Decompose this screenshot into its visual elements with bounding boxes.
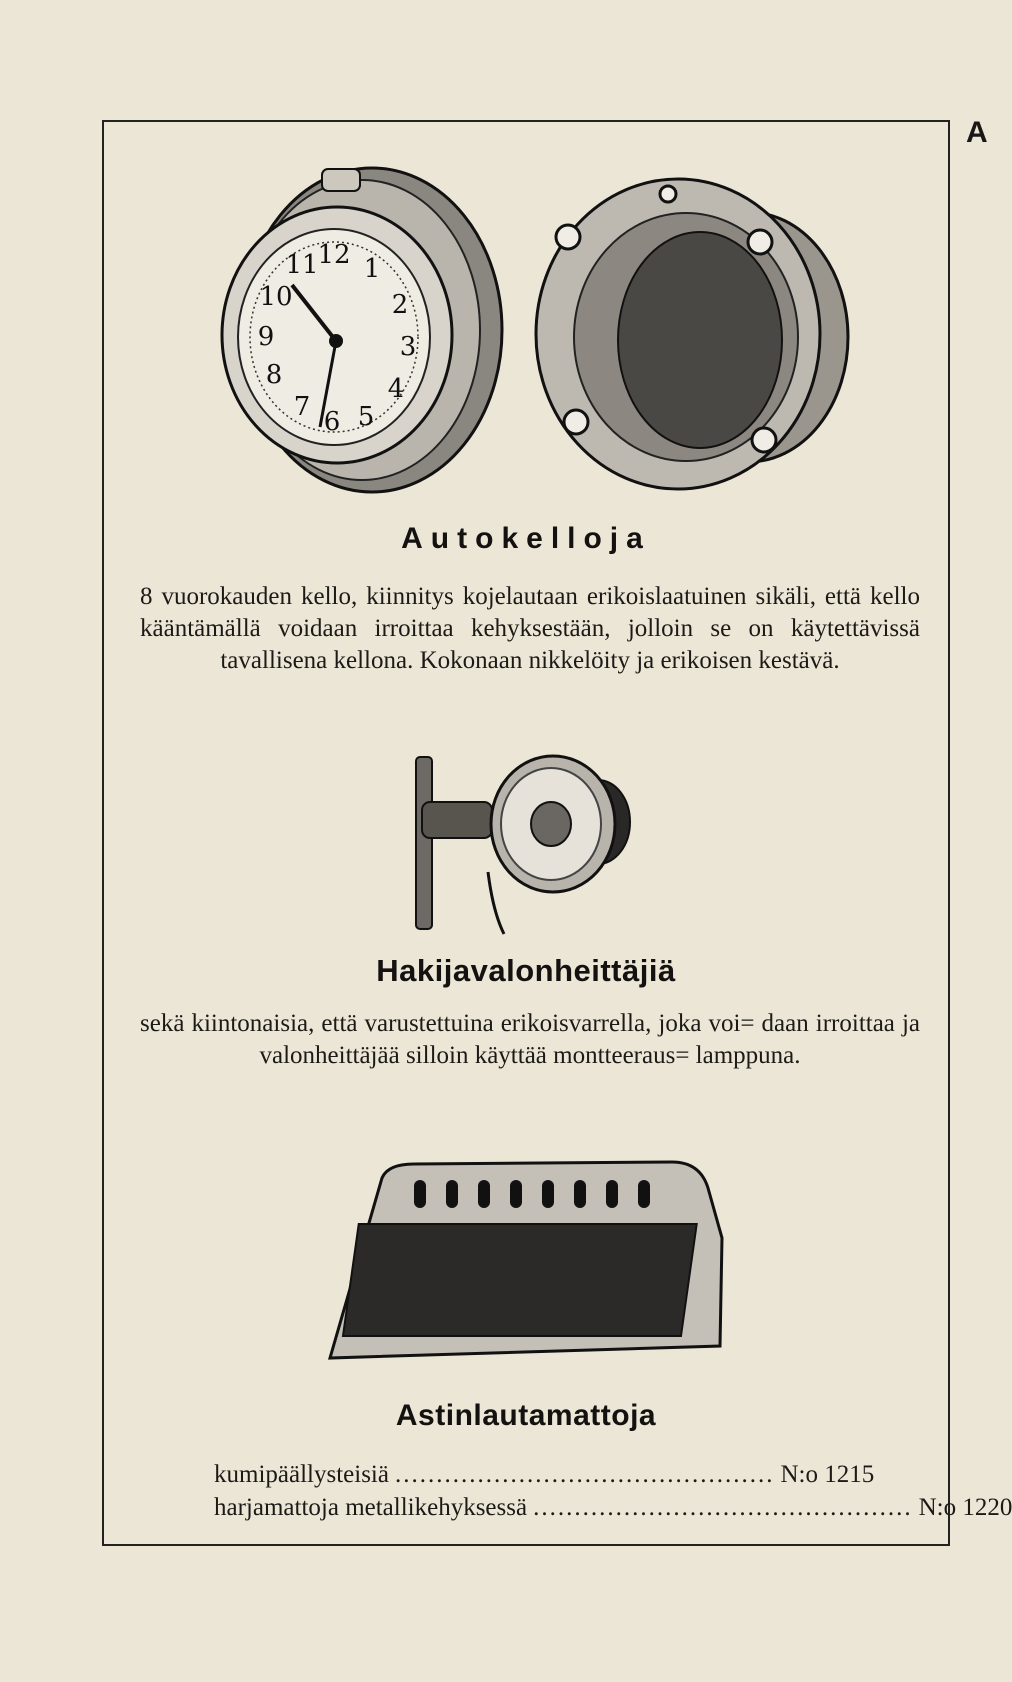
list-item — [214, 1491, 1012, 1524]
searchlight-illustration — [408, 752, 648, 937]
section-text-clocks: 8 vuorokauden kello, kiinnitys kojelautaan erikoislaatuinen sikäli, että kello kääntämällä voidaan irroittaa kehyksestään, jolloin se on käytettävissä tavallisena kellona. Kokonaan nikkelöity ja erikoisen kestävä. — [140, 583, 920, 674]
item-number: N:o 1215 — [780, 1461, 875, 1488]
section-title-clocks: Autokelloja — [401, 522, 651, 555]
list-item — [214, 1458, 875, 1491]
item-description: kumipäällysteisiä — [214, 1461, 389, 1488]
svg-text:3: 3 — [399, 332, 417, 362]
svg-text:6: 6 — [323, 407, 341, 437]
running-board-mat-illustration — [322, 1158, 737, 1363]
leader-dots: .............................................. — [394, 1461, 775, 1488]
svg-text:8: 8 — [265, 360, 283, 390]
svg-text:7: 7 — [293, 392, 311, 422]
section-text-searchlights: sekä kiintonaisia, että varustettuina erikoisvarrella, joka voi= daan irroittaa ja valonheittäjää silloin käyttää montteeraus= lamppuna. — [140, 1010, 920, 1069]
item-number: N:o 1220 — [918, 1494, 1012, 1521]
svg-text:9: 9 — [257, 322, 275, 352]
svg-text:10: 10 — [259, 282, 293, 312]
svg-text:4: 4 — [387, 374, 405, 404]
page-letter: A — [966, 116, 988, 149]
svg-text:11: 11 — [285, 250, 319, 280]
svg-text:2: 2 — [391, 290, 409, 320]
section-title-mats: Astinlautamattoja — [395, 1399, 657, 1432]
section-title-searchlights: Hakijavalonheittäjiä — [376, 953, 676, 988]
svg-text:5: 5 — [357, 402, 375, 432]
car-clock-illustration — [212, 165, 512, 505]
mat-price-list — [214, 1458, 1012, 1524]
leader-dots: .............................................. — [533, 1494, 913, 1521]
item-description: harjamattoja metallikehyksessä — [214, 1494, 528, 1521]
svg-text:1: 1 — [363, 254, 381, 284]
clock-bezel-illustration — [528, 172, 858, 502]
svg-text:12: 12 — [317, 240, 351, 270]
